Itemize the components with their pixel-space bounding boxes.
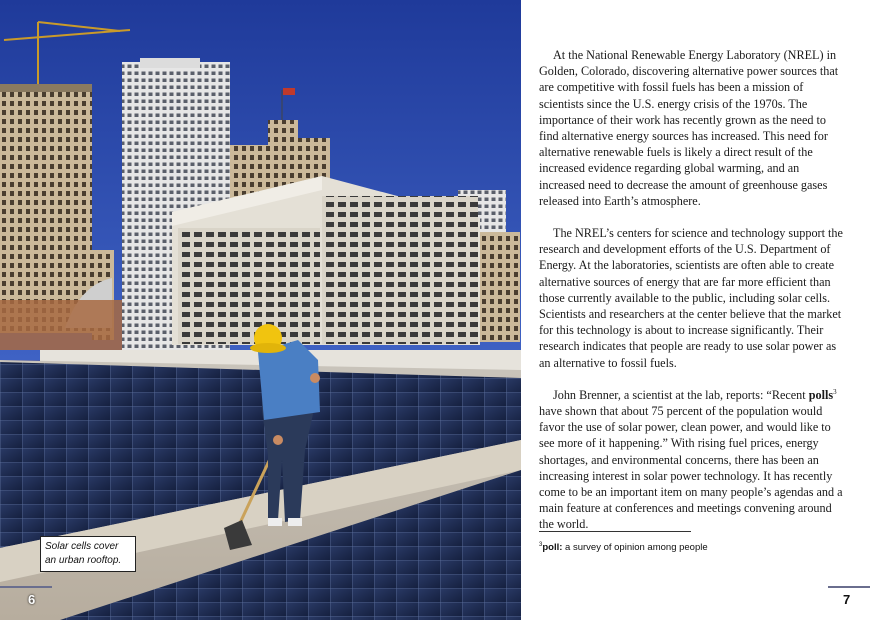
photo-caption	[40, 536, 136, 572]
body-text	[539, 47, 843, 549]
footnote-divider	[539, 531, 691, 532]
footnote-reference: 3	[833, 387, 837, 396]
paragraph-1: At the National Renewable Energy Laboratory (NREL) in Golden, Colorado, discovering alternative power sources that are competitive with fossil fuels has been a mission of scientists since the U.S. energy crisis of the 1970s. The importance of their work has recently grown as the need to find alternative energy sources has increased. This need for alternative renewable fuels is likely a direct result of the increased evidence regarding global warming, and an increased need to decrease the amount of greenhouse gases released into Earth’s atmosphere.	[539, 48, 839, 208]
glossary-term-polls: polls	[808, 387, 834, 402]
right-page	[521, 0, 870, 620]
right-folio-rule	[828, 586, 870, 588]
footnote-text: a survey of opinion among people	[562, 542, 708, 554]
footnote-mark: 3	[539, 542, 543, 548]
footnote-term: poll:	[542, 542, 563, 554]
paragraph-3-end: have shown that about 75 percent of the population would favor the use of solar power, clean power, and would like to see more of it happening.” With rising fuel prices, energy shortages, and environmental concerns, there has been an increasing interest in solar power technology. It has recently come to be an important item on many people’s agendas and a main feature at conferences and meetings convening around the world.	[539, 404, 843, 532]
right-page-number: 7	[843, 592, 851, 607]
paragraph-3-start: John Brenner, a scientist at the lab, reports: “Recent	[553, 387, 809, 402]
paragraph-3	[539, 387, 843, 533]
caption-line-2: an urban rooftop.	[45, 555, 122, 566]
left-folio-rule	[0, 586, 52, 588]
paragraph-2: The NREL’s centers for science and technology support the research and development efforts of the U.S. Department of Energy. At the laboratories, scientists are often able to create alternative sources of energy that are far more efficient than those currently available to the public, including solar cells. Scientists and researchers at the center believe that the market for this technology is about to increase significantly. Their research indicates that people are ready to use solar power as an alternative to fossil fuels.	[539, 226, 843, 370]
footnote	[539, 542, 839, 553]
left-page-number: 6	[28, 592, 36, 607]
caption-line-1: Solar cells cover	[45, 541, 119, 552]
